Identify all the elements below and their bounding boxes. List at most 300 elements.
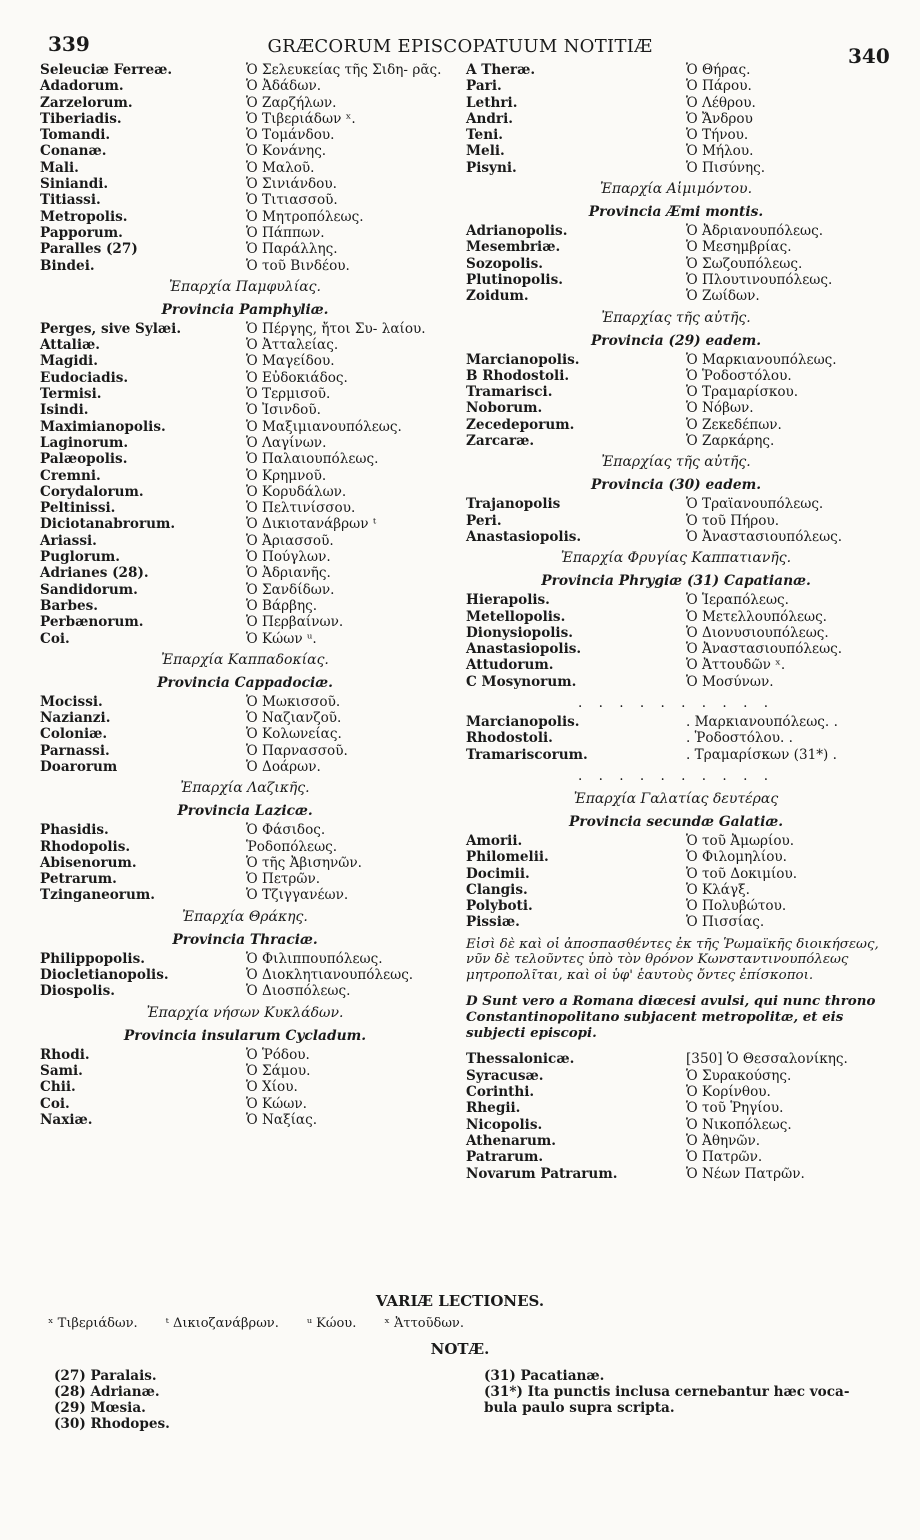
latin-name: Isindi. (40, 402, 89, 419)
dots-row-bottom: . . . . . . . . . . (577, 767, 775, 784)
latin-name: Anastasiopolis. (466, 528, 582, 545)
footnote: (29) Mœsia. (54, 1400, 146, 1416)
list-item (466, 641, 886, 657)
list-item (466, 127, 886, 143)
greek-name: Ὁ Ἀναστασιουπόλεως. (686, 641, 843, 658)
latin-name: Seleuciæ Ferreæ. (40, 62, 173, 78)
latin-name: Palæopolis. (40, 451, 128, 468)
latin-name: Rhodi. (40, 1046, 90, 1063)
latin-name: Marcianopolis. (466, 351, 580, 368)
latin-name: Attudorum. (466, 657, 554, 674)
list-item (40, 533, 450, 549)
list-item (40, 839, 450, 855)
list-item (40, 871, 450, 887)
list-item (40, 143, 450, 159)
list-item (466, 143, 886, 159)
greek-name: Ὁ Λαγίνων. (246, 434, 327, 451)
greek-name: Ὁ Διονυσιουπόλεως. (686, 624, 829, 641)
latin-name: Peri. (466, 512, 502, 529)
list-item (466, 288, 886, 304)
latin-name: Puglorum. (40, 549, 121, 566)
latin-name: Pissiæ. (466, 914, 520, 931)
latin-name: Metropolis. (40, 208, 128, 225)
greek-name: Ὁ Πάρου. (686, 78, 752, 95)
list-item (40, 598, 450, 614)
greek-name: Ὁ Νέων Πατρῶν. (686, 1165, 805, 1182)
greek-name: Ὁ Σινιάνδου. (246, 176, 337, 193)
list-item (466, 417, 886, 433)
latin-name: Chii. (40, 1079, 76, 1096)
list-seleucia (40, 62, 450, 274)
list-cyclades (40, 1047, 450, 1128)
list-item (466, 78, 886, 94)
greek-name: Ὁ Μαξιμιανουπόλεως. (246, 418, 402, 435)
list-item (40, 967, 450, 983)
list-item (40, 95, 450, 111)
latin-name: Diospolis. (40, 983, 115, 1000)
latin-name: Zoidum. (466, 288, 529, 305)
list-lazica (40, 822, 450, 903)
greek-name: Ὁ Φιλομηλίου. (686, 849, 787, 866)
greek-name: Ὁ Ἄνδρου (686, 110, 753, 127)
greek-name: Ὁ Κορίνθου. (686, 1084, 771, 1101)
latin-name: Tramariscorum. (466, 746, 588, 763)
greek-name: Ὁ Μαλοῦ. (246, 159, 315, 176)
greek-name: Ὁ Μητροπόλεως. (246, 208, 364, 225)
latin-name: Coloniæ. (40, 726, 108, 743)
latin-name: Plutinopolis. (466, 271, 563, 288)
greek-name: Ὁ Παράλλης. (246, 241, 338, 258)
list-item (466, 513, 886, 529)
list-item (40, 565, 450, 581)
greek-name: Ὁ Τομάνδου. (246, 127, 335, 144)
notes-left (54, 1368, 170, 1432)
list-item (40, 241, 450, 257)
greek-name: Ὁ Τήνου. (686, 127, 749, 144)
list-item (466, 849, 886, 865)
latin-name: Docimii. (466, 865, 530, 882)
list-item (466, 111, 886, 127)
heading-30-greek: Ἐπαρχίας τῆς αὐτῆς. (601, 454, 751, 471)
list-item (40, 258, 450, 274)
variae-lectiones-title: VARIÆ LECTIONES. (375, 1292, 545, 1310)
list-item (466, 433, 886, 449)
greek-name: Ὁ Πατρῶν. (686, 1149, 763, 1166)
greek-name: Ὁ Φιλιππουπόλεως. (246, 950, 383, 967)
page-number-left: 339 (48, 32, 90, 56)
list-item (466, 747, 886, 763)
list-item (466, 730, 886, 746)
list-item (466, 496, 886, 512)
greek-name: Ὁ Ἀδριανουπόλεως. (686, 223, 824, 240)
latin-name: Novarum Patrarum. (466, 1165, 618, 1182)
greek-name: Ὁ Λέθρου. (686, 94, 756, 111)
list-item (466, 914, 886, 930)
latin-name: Adadorum. (40, 78, 124, 95)
greek-name: Ὁ Μετελλουπόλεως. (686, 608, 828, 625)
list-item (40, 62, 450, 78)
list-item (40, 209, 450, 225)
list-item (40, 582, 450, 598)
latin-name: Phasidis. (40, 822, 109, 839)
heading-lazica-greek: Ἐπαρχία Λαζικῆς. (180, 780, 310, 797)
latin-name: Perbænorum. (40, 614, 144, 631)
heading-aemimontus-greek: Ἐπαρχία Αἱμιμόντου. (599, 181, 753, 198)
variant-reading: ˣ Ἀττοῦδων. (384, 1316, 464, 1331)
list-item (40, 549, 450, 565)
variant-reading: ᵗ Δικιοζανάβρων. (165, 1316, 279, 1331)
list-item (466, 833, 886, 849)
latin-name: Corydalorum. (40, 483, 144, 500)
running-title: GRÆCORUM EPISCOPATUUM NOTITIÆ (267, 36, 653, 57)
latin-name: Hierapolis. (466, 592, 550, 609)
list-item (40, 111, 450, 127)
greek-name: Ὁ Τιτιασσοῦ. (246, 192, 338, 209)
latin-name: Magidi. (40, 353, 98, 370)
list-item (40, 887, 450, 903)
list-galatia (466, 833, 886, 931)
heading-thracia-greek: Ἐπαρχία Θράκης. (182, 908, 308, 925)
greek-name: Ὁ Πάππων. (246, 224, 325, 241)
list-item (466, 657, 886, 673)
list-item (40, 500, 450, 516)
latin-name: C Mosynorum. (466, 673, 577, 690)
greek-name: Ὁ Πισύνης. (686, 159, 766, 176)
latin-name: Philomelii. (466, 849, 549, 866)
list-item (466, 400, 886, 416)
latin-name: Conanæ. (40, 143, 107, 160)
greek-name: . Τραμαρίσκων (31*) . (686, 746, 838, 763)
list-item (466, 529, 886, 545)
latin-name: Andri. (466, 110, 513, 127)
latin-name: Coi. (40, 1095, 70, 1112)
greek-name: Ὁ Ἀριασσοῦ. (246, 532, 334, 549)
latin-name: Sandidorum. (40, 581, 138, 598)
left-column (40, 62, 450, 1128)
latin-name: Syracusæ. (466, 1067, 544, 1084)
paragraph-latin: D Sunt vero a Romana diœcesi avulsi, qui nunc throno Constantinopolitano subjacent metropolitæ, et eis subjecti episcopi. (466, 993, 876, 1041)
greek-name: Ὁ τοῦ Δοκιμίου. (686, 865, 798, 882)
list-item (40, 321, 450, 337)
greek-name: Ὁ Ζωίδων. (686, 288, 760, 305)
greek-name: Ὁ Ναζιανζοῦ. (246, 710, 342, 727)
footnote: (27) Paralais. (54, 1368, 157, 1384)
greek-name: Ὁ Μοσύνων. (686, 673, 774, 690)
list-item (40, 759, 450, 775)
latin-name: B Rhodostoli. (466, 367, 570, 384)
greek-name: Ὁ Ἀθηνῶν. (686, 1132, 761, 1149)
list-item (40, 451, 450, 467)
footnote: (30) Rhodopes. (54, 1416, 170, 1432)
latin-name: Anastasiopolis. (466, 641, 582, 658)
greek-name: Ὁ Μεσημβρίας. (686, 239, 792, 256)
greek-name: Ὁ Ἀδριανῆς. (246, 565, 331, 582)
latin-name: Titiassi. (40, 192, 101, 209)
latin-name: Polyboti. (466, 898, 533, 915)
list-aemimontus (466, 223, 886, 304)
latin-name: Trajanopolis (466, 496, 561, 513)
list-item (466, 674, 886, 690)
greek-name: Ὁ τοῦ Βινδέου. (246, 257, 350, 274)
list-item (40, 468, 450, 484)
latin-name: Diciotanabrorum. (40, 516, 176, 533)
greek-name: Ὁ Κονάνης. (246, 143, 327, 160)
heading-29-greek: Ἐπαρχίας τῆς αὐτῆς. (601, 309, 751, 326)
list-item (466, 62, 886, 78)
greek-name: Ὁ Ἀττουδῶν ˣ. (686, 657, 786, 674)
greek-name: Ὁ Μαγείδου. (246, 353, 335, 370)
greek-name: Ὁ Ἀναστασιουπόλεως. (686, 528, 843, 545)
list-item (466, 625, 886, 641)
latin-name: Rhegii. (466, 1100, 521, 1117)
list-item (466, 714, 886, 730)
greek-name: Ὁ Τραμαρίσκου. (686, 384, 799, 401)
notes-right (484, 1368, 874, 1416)
list-item (466, 898, 886, 914)
list-item (40, 435, 450, 451)
latin-name: Zarcaræ. (466, 433, 535, 450)
greek-name: Ὁ Ἰσινδοῦ. (246, 402, 321, 419)
latin-name: Eudociadis. (40, 369, 129, 386)
latin-name: Petrarum. (40, 871, 117, 888)
footnote: (28) Adrianæ. (54, 1384, 160, 1400)
greek-name: Ὁ Τιβεριάδων ˣ. (246, 110, 356, 127)
list-item (40, 419, 450, 435)
greek-name: Ὁ Ἱεραπόλεως. (686, 592, 789, 609)
list-item (40, 983, 450, 999)
list-item (466, 160, 886, 176)
list-item (40, 1063, 450, 1079)
greek-name: Ῥοδοπόλεως. (246, 838, 338, 855)
latin-name: Thessalonicæ. (466, 1051, 575, 1068)
greek-name: Ὁ Πετρῶν. (246, 871, 321, 888)
heading-galatia-greek: Ἐπαρχία Γαλατίας δευτέρας (573, 790, 779, 807)
latin-name: Zecedeporum. (466, 416, 575, 433)
latin-name: Meli. (466, 143, 505, 160)
greek-name: Ὁ Περβαίνων. (246, 614, 344, 631)
latin-name: Rhodostoli. (466, 730, 553, 747)
greek-name: Ὁ τοῦ Πήρου. (686, 512, 780, 529)
greek-name: Ὁ Ζαρζήλων. (246, 94, 337, 111)
greek-name: Ὁ Μωκισσοῦ. (246, 693, 341, 710)
latin-name: Paralles (27) (40, 241, 138, 258)
list-item (466, 239, 886, 255)
heading-cyclades-greek: Ἐπαρχία νήσων Κυκλάδων. (146, 1004, 344, 1021)
greek-name: Ὁ Διοκλητιανουπόλεως. (246, 967, 414, 984)
latin-name: Athenarum. (466, 1132, 556, 1149)
list-thracia (40, 951, 450, 1000)
latin-name: Clangis. (466, 881, 528, 898)
list-item (466, 882, 886, 898)
list-item (40, 353, 450, 369)
list-item (466, 866, 886, 882)
latin-name: Barbes. (40, 597, 98, 614)
latin-name: Cremni. (40, 467, 101, 484)
latin-name: Lethri. (466, 94, 518, 111)
greek-name: Ὁ τοῦ Ἀμωρίου. (686, 832, 795, 849)
greek-name: Ὁ Ἀδάδων. (246, 78, 322, 95)
list-pamphylia (40, 321, 450, 647)
greek-name: Ὁ Δικιοτανάβρων ᵗ (246, 516, 377, 533)
latin-name: Noborum. (466, 400, 543, 417)
greek-name: Ὁ Παλαιουπόλεως. (246, 451, 379, 468)
greek-name: Ὁ Πλουτινουπόλεως. (686, 271, 833, 288)
list-item (466, 1166, 886, 1182)
greek-name: Ὁ Πισσίας. (686, 914, 765, 931)
latin-name: Patrarum. (466, 1149, 544, 1166)
list-item (40, 176, 450, 192)
latin-name: Amorii. (466, 832, 523, 849)
greek-name: Ὁ Πελτινίσσου. (246, 500, 356, 517)
latin-name: Metellopolis. (466, 608, 566, 625)
heading-29-latin: Provincia (29) eadem. (590, 332, 762, 349)
latin-name: Ariassi. (40, 532, 97, 549)
heading-lazica-latin: Provincia Lazicæ. (177, 803, 313, 820)
list-item (40, 1079, 450, 1095)
greek-name: Ὁ Χίου. (246, 1079, 298, 1096)
greek-name: Ὁ Πούγλων. (246, 549, 331, 566)
variae-lectiones-list (48, 1316, 888, 1331)
latin-name: Mali. (40, 159, 79, 176)
list-item (40, 1112, 450, 1128)
greek-name: . Μαρκιανουπόλεως. . (686, 714, 838, 731)
list-item (40, 1047, 450, 1063)
list-item (40, 726, 450, 742)
list-item (40, 951, 450, 967)
latin-name: Adrianes (28). (40, 565, 149, 582)
dots-row-top: . . . . . . . . . . (577, 695, 775, 712)
list-item (40, 631, 450, 647)
greek-name: Ὁ Βάρβης. (246, 597, 318, 614)
heading-30-latin: Provincia (30) eadem. (590, 477, 762, 494)
greek-name: Ὁ Σελευκείας τῆς Σιδη- ρᾶς. (246, 62, 442, 78)
list-item (40, 337, 450, 353)
latin-name: Parnassi. (40, 742, 110, 759)
list-item (40, 160, 450, 176)
latin-name: Dionysiopolis. (466, 624, 573, 641)
heading-phrygia-latin: Provincia Phrygiæ (31) Capatianæ. (541, 573, 811, 590)
greek-name: Ὁ Σάμου. (246, 1062, 311, 1079)
list-romana (466, 1051, 886, 1181)
greek-name: Ὁ Ῥοδοστόλου. (686, 367, 792, 384)
greek-name: Ὁ Κορυδάλων. (246, 483, 347, 500)
greek-name: [350] Ὁ Θεσσαλονίκης. (686, 1051, 848, 1068)
list-item (466, 384, 886, 400)
greek-name: Ὁ Νόβων. (686, 400, 754, 417)
latin-name: Pisyni. (466, 159, 517, 176)
list-item (466, 1084, 886, 1100)
list-item (466, 368, 886, 384)
list-item (40, 484, 450, 500)
list-item (40, 855, 450, 871)
heading-cyclades-latin: Provincia insularum Cycladum. (123, 1027, 367, 1044)
latin-name: Sami. (40, 1062, 83, 1079)
greek-name: Ὁ Κλάγξ. (686, 881, 750, 898)
latin-name: Abisenorum. (40, 854, 137, 871)
list-item (40, 822, 450, 838)
greek-name: Ὁ Τραϊανουπόλεως. (686, 496, 824, 513)
latin-name: Rhodopolis. (40, 838, 131, 855)
heading-galatia-latin: Provincia secundæ Galatiæ. (568, 813, 783, 830)
heading-cappadocia-latin: Provincia Cappadociæ. (157, 674, 333, 691)
list-item (466, 609, 886, 625)
heading-pamphylia-latin: Provincia Pamphyliæ. (161, 301, 329, 318)
list-provincia-30 (466, 496, 886, 545)
list-item (40, 386, 450, 402)
greek-name: Ὁ τοῦ Ῥηγίου. (686, 1100, 784, 1117)
list-item (40, 694, 450, 710)
latin-name: Marcianopolis. (466, 714, 580, 731)
greek-name: Ὁ Ναξίας. (246, 1111, 318, 1128)
latin-name: Tzinganeorum. (40, 887, 155, 904)
heading-aemimontus-latin: Provincia Æmi montis. (588, 204, 764, 221)
latin-name: Bindei. (40, 257, 95, 274)
greek-name: . Ῥοδοστόλου. . (686, 730, 793, 747)
list-item (466, 1149, 886, 1165)
greek-name: Ὁ Διοσπόλεως. (246, 983, 351, 1000)
list-item (466, 1133, 886, 1149)
list-item (466, 592, 886, 608)
greek-name: Ὁ Κώων ᵘ. (246, 630, 317, 647)
list-item (40, 127, 450, 143)
list-item (466, 256, 886, 272)
greek-name: Ὁ Κώων. (246, 1095, 307, 1112)
list-item (40, 402, 450, 418)
footnote: (31*) Ita punctis inclusa cernebantur hæc voca- bula paulo supra scripta. (484, 1384, 850, 1416)
list-item (40, 78, 450, 94)
latin-name: Doarorum (40, 758, 118, 775)
footnote: (31) Pacatianæ. (484, 1368, 605, 1384)
list-item (40, 370, 450, 386)
greek-name: Ὁ Ζαρκάρης. (686, 433, 775, 450)
greek-name: Ὁ Κολωνείας. (246, 726, 342, 743)
greek-name: Ὁ τῆς Ἀβισηνῶν. (246, 854, 362, 871)
page-number-right: 340 (848, 44, 890, 68)
greek-name: Ὁ Παρνασσοῦ. (246, 742, 348, 759)
variant-reading: ᵘ Κώου. (306, 1316, 357, 1331)
list-item (466, 352, 886, 368)
latin-name: Siniandi. (40, 176, 109, 193)
greek-name: Ὁ Σωζουπόλεως. (686, 255, 803, 272)
greek-name: Ὁ Μαρκιανουπόλεως. (686, 351, 837, 368)
greek-name: Ὁ Μήλου. (686, 143, 754, 160)
greek-name: Ὁ Εὐδοκιάδος. (246, 369, 348, 386)
latin-name: Diocletianopolis. (40, 967, 169, 984)
list-item (40, 614, 450, 630)
latin-name: Termisi. (40, 386, 102, 403)
list-item (466, 95, 886, 111)
greek-name: Ὁ Δοάρων. (246, 758, 321, 775)
variant-reading: ˣ Τιβεριάδων. (48, 1316, 138, 1331)
latin-name: Pari. (466, 78, 502, 95)
latin-name: Nazianzi. (40, 710, 111, 727)
latin-name: Sozopolis. (466, 255, 543, 272)
latin-name: Zarzelorum. (40, 94, 133, 111)
list-item (466, 1068, 886, 1084)
list-dotted (466, 714, 886, 763)
list-item (40, 1096, 450, 1112)
latin-name: A Theræ. (466, 62, 536, 78)
latin-name: Teni. (466, 127, 503, 144)
list-cyclades-cont (466, 62, 886, 176)
list-item (466, 1051, 886, 1067)
list-item (40, 710, 450, 726)
latin-name: Mocissi. (40, 693, 103, 710)
list-phrygia (466, 592, 886, 690)
latin-name: Tramarisci. (466, 384, 553, 401)
greek-name: Ὁ Συρακούσης. (686, 1067, 792, 1084)
heading-cappadocia-greek: Ἐπαρχία Καππαδοκίας. (161, 651, 329, 668)
